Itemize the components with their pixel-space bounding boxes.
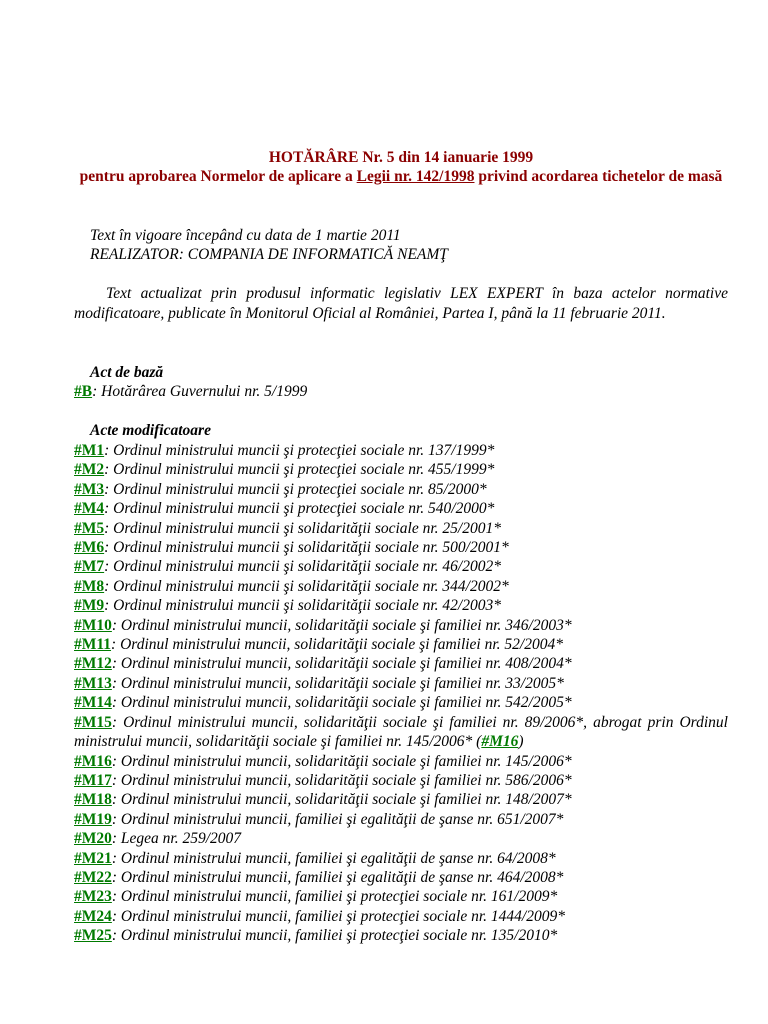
amendment-code-link[interactable]: #M7 xyxy=(74,558,105,576)
amendment-item xyxy=(74,499,728,518)
amendment-code-link[interactable]: #M17 xyxy=(74,771,112,789)
amendment-code-link[interactable]: #M21 xyxy=(74,849,112,867)
amendment-code-link[interactable]: #M3 xyxy=(74,480,105,498)
amendment-item xyxy=(74,810,728,829)
amendment-text: : Ordinul ministrului muncii, solidarităţii sociale şi familiei nr. 586/2006* xyxy=(111,771,572,789)
amendment-item xyxy=(74,654,728,673)
amendment-text-after: ) xyxy=(518,733,524,751)
amendment-text: : Ordinul ministrului muncii, familiei şi protecţiei sociale nr. 135/2010* xyxy=(111,927,558,945)
amendment-text: : Legea nr. 259/2007 xyxy=(111,830,242,848)
author-line: REALIZATOR: COMPANIA DE INFORMATICĂ NEAMŢ xyxy=(90,246,448,263)
amendment-code-link[interactable]: #M1 xyxy=(74,442,105,459)
title-line-2-pre: pentru aprobarea Normelor de aplicare a xyxy=(79,168,357,185)
amendment-text: : Ordinul ministrului muncii, solidarităţii sociale şi familiei nr. 408/2004* xyxy=(111,655,572,673)
amendment-code-link[interactable]: #M6 xyxy=(74,539,105,557)
amendment-text: : Ordinul ministrului muncii, solidarităţii sociale şi familiei nr. 52/2004* xyxy=(111,636,563,654)
amendment-text: : Ordinul ministrului muncii, solidarităţii sociale şi familiei nr. 542/2005* xyxy=(111,694,572,712)
amendment-item xyxy=(74,616,728,635)
amendment-text: : Ordinul ministrului muncii, solidarităţii sociale şi familiei nr. 148/2007* xyxy=(111,791,572,809)
amendment-code-link[interactable]: #M10 xyxy=(74,616,112,634)
amendment-item xyxy=(74,460,728,479)
amendment-text: : Ordinul ministrului muncii, solidarităţii sociale şi familiei nr. 145/2006* xyxy=(111,752,572,770)
amendment-text: : Ordinul ministrului muncii şi solidarităţii sociale nr. 46/2002* xyxy=(104,558,501,576)
amendment-item xyxy=(74,849,728,868)
amendment-item xyxy=(74,674,728,693)
amendment-code-link[interactable]: #M19 xyxy=(74,810,112,828)
intro-paragraph: Text actualizat prin produsul informatic legislativ LEX EXPERT în baza actelor normative modificatoare, publicate în Monitorul Oficial al României, Partea I, până la 11 februarie 2011. xyxy=(74,285,728,322)
base-act-heading: Act de bază xyxy=(90,364,164,381)
amendment-text: : Ordinul ministrului muncii şi solidarităţii sociale nr. 42/2003* xyxy=(104,597,501,615)
amendment-text: : Ordinul ministrului muncii, solidarităţii sociale şi familiei nr. 346/2003* xyxy=(111,616,572,634)
amendment-item xyxy=(74,596,728,615)
amendment-text: : Ordinul ministrului muncii şi protecţiei sociale nr. 137/1999* xyxy=(104,442,495,459)
amendment-code-link[interactable]: #M12 xyxy=(74,655,112,673)
amendment-code-link[interactable]: #M25 xyxy=(74,927,112,945)
amendments-heading: Acte modificatoare xyxy=(90,422,211,439)
title-line-2 xyxy=(74,167,728,186)
amendment-ref-code-link[interactable]: #M16 xyxy=(481,733,519,751)
document-meta xyxy=(90,226,448,264)
amendment-item xyxy=(74,771,728,790)
law-142-1998-link[interactable]: Legii nr. 142/1998 xyxy=(356,168,475,185)
amendment-code-link[interactable]: #M22 xyxy=(74,868,112,886)
base-act-text: : Hotărârea Guvernului nr. 5/1999 xyxy=(92,383,308,400)
title-line-1: HOTĂRÂRE Nr. 5 din 14 ianuarie 1999 xyxy=(268,149,534,166)
amendment-text: : Ordinul ministrului muncii şi solidarităţii sociale nr. 25/2001* xyxy=(104,519,501,537)
amendment-item xyxy=(74,557,728,576)
amendment-text: : Ordinul ministrului muncii şi protecţiei sociale nr. 540/2000* xyxy=(104,500,495,518)
amendment-text: : Ordinul ministrului muncii, familiei şi egalităţii de şanse nr. 464/2008* xyxy=(111,868,564,886)
amendments-list xyxy=(74,441,728,946)
amendment-text: : Ordinul ministrului muncii, familiei şi egalităţii de şanse nr. 64/2008* xyxy=(111,849,556,867)
amendment-text: : Ordinul ministrului muncii, familiei şi egalităţii de şanse nr. 651/2007* xyxy=(111,810,564,828)
amendment-item xyxy=(74,752,728,771)
amendment-item xyxy=(74,713,728,752)
amendment-text: : Ordinul ministrului muncii, solidarităţii sociale şi familiei nr. 89/2006*, abrogat prin Ordinul ministrului muncii, solidarităţii sociale şi familiei nr. 145/2006* ( xyxy=(74,713,728,751)
amendment-code-link[interactable]: #M11 xyxy=(74,636,112,654)
amendment-text: : Ordinul ministrului muncii şi protecţiei sociale nr. 455/1999* xyxy=(104,461,495,479)
amendment-code-link[interactable]: #M18 xyxy=(74,791,112,809)
amendment-item xyxy=(74,693,728,712)
amendment-item xyxy=(74,538,728,557)
amendment-text: : Ordinul ministrului muncii, solidarităţii sociale şi familiei nr. 33/2005* xyxy=(111,674,564,692)
amendment-item xyxy=(74,829,728,848)
amendment-text: : Ordinul ministrului muncii şi solidarităţii sociale nr. 500/2001* xyxy=(104,539,509,557)
amendment-code-link[interactable]: #M14 xyxy=(74,694,112,712)
amendment-code-link[interactable]: #M24 xyxy=(74,907,112,925)
amendment-text: : Ordinul ministrului muncii, familiei şi protecţiei sociale nr. 161/2009* xyxy=(111,888,558,906)
amendment-item xyxy=(74,577,728,596)
amendment-item xyxy=(74,441,728,460)
amendment-item xyxy=(74,926,728,945)
amendment-code-link[interactable]: #M2 xyxy=(74,461,105,479)
amendment-code-link[interactable]: #M15 xyxy=(74,713,112,731)
amendment-item xyxy=(74,480,728,499)
amendment-code-link[interactable]: #M23 xyxy=(74,888,112,906)
amendment-code-link[interactable]: #M16 xyxy=(74,752,112,770)
amendment-text: : Ordinul ministrului muncii, familiei şi protecţiei sociale nr. 1444/2009* xyxy=(111,907,565,925)
amendment-item xyxy=(74,519,728,538)
amendment-code-link[interactable]: #M4 xyxy=(74,500,105,518)
amendment-item xyxy=(74,907,728,926)
amendment-code-link[interactable]: #M13 xyxy=(74,674,112,692)
amendment-item xyxy=(74,635,728,654)
base-act-code-link[interactable]: #B xyxy=(74,383,93,400)
amendment-item xyxy=(74,887,728,906)
amendment-code-link[interactable]: #M5 xyxy=(74,519,105,537)
in-force-date: Text în vigoare începând cu data de 1 martie 2011 xyxy=(90,227,401,244)
amendment-text: : Ordinul ministrului muncii şi solidarităţii sociale nr. 344/2002* xyxy=(104,577,509,595)
amendment-code-link[interactable]: #M20 xyxy=(74,830,112,848)
title-line-2-post: privind acordarea tichetelor de masă xyxy=(474,168,723,185)
base-act-line xyxy=(74,383,307,401)
amendment-item xyxy=(74,868,728,887)
amendment-code-link[interactable]: #M9 xyxy=(74,597,105,615)
document-title xyxy=(74,148,728,186)
amendment-text: : Ordinul ministrului muncii şi protecţiei sociale nr. 85/2000* xyxy=(104,480,487,498)
amendment-code-link[interactable]: #M8 xyxy=(74,577,105,595)
amendment-item xyxy=(74,790,728,809)
